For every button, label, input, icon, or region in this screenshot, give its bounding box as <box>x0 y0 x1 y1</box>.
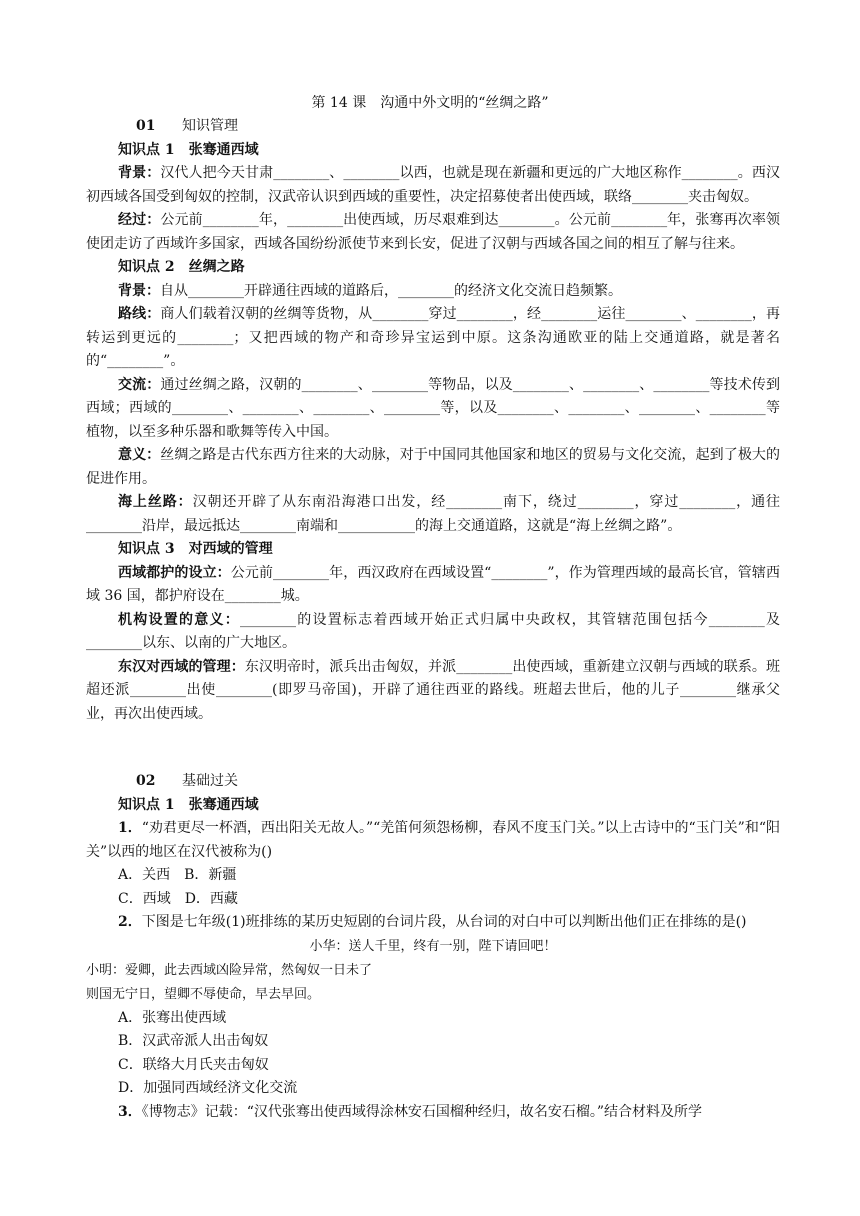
paragraph-lead: 背景： <box>118 282 160 299</box>
question-number: 2． <box>118 914 142 930</box>
paragraph-text: ________的设置标志着西域开始正式归属中央政权，其管辖范围包括今________及________以东、以南的广大地区。 <box>86 611 781 651</box>
knowledge-paragraph <box>86 374 780 445</box>
paragraph-text: 东汉明帝时，派兵出击匈奴，并派________出使西域，重新建立汉朝与西域的联系。班超还派________出使________(即罗马帝国)，开辟了通往西亚的路线。班超去世后，他的儿子________继承父业，再次出使西域。 <box>86 658 781 722</box>
question-number: 1． <box>118 820 142 836</box>
knowledge-paragraph <box>86 444 780 491</box>
section-number: 02 <box>136 773 156 789</box>
knowledge-paragraph <box>86 280 780 304</box>
section-basic-practice <box>86 770 780 1124</box>
paragraph-lead: 背景： <box>118 165 161 181</box>
knowledge-paragraph <box>86 491 780 538</box>
question-stem <box>86 1101 780 1125</box>
paragraph-lead: 交流： <box>118 376 161 393</box>
question-stem <box>86 817 780 864</box>
section-heading <box>136 115 780 139</box>
paragraph-text: 商人们载着汉朝的丝绸等货物，从________穿过________，经________运往________、________，再转运到更远的________；又把西域的物产和奇珍异宝运到中原。这条沟通欧亚的陆上交通道路，就是著名的“________”。 <box>86 306 781 369</box>
section-name: 知识管理 <box>182 118 238 134</box>
section-knowledge-management <box>86 115 781 726</box>
paragraph-text: 公元前________年，西汉政府在西域设置“________”，作为管理西域的最高长官，管辖西域 36 国，都护府设在________城。 <box>86 564 780 604</box>
paragraph-lead: 西域都护的设立： <box>118 564 231 581</box>
paragraph-lead: 东汉对西域的管理： <box>118 658 245 675</box>
section-name: 基础过关 <box>182 773 238 789</box>
paragraph-lead: 经过： <box>118 212 161 228</box>
knowledge-point-heading: 知识点 1 张骞通西域 <box>118 796 259 813</box>
answer-option: C．西域 D．西藏 <box>118 890 238 907</box>
knowledge-paragraph <box>86 562 780 609</box>
section-number: 01 <box>136 118 156 134</box>
section-heading <box>136 770 780 794</box>
knowledge-point-heading: 知识点 2 丝绸之路 <box>118 259 245 275</box>
question-number: 3． <box>118 1103 142 1120</box>
paragraph-lead: 机构设置的意义： <box>118 611 240 628</box>
paragraph-text: 自从________开辟通往西域的道路后，________的经济文化交流日趋频繁。 <box>160 282 622 299</box>
question-text: 下图是七年级(1)班排练的某历史短剧的台词片段，从台词的对白中可以判断出他们正在排练的是() <box>141 914 747 930</box>
knowledge-paragraph <box>86 656 780 727</box>
knowledge-point-heading: 知识点 1 张骞通西域 <box>118 141 259 158</box>
paragraph-lead: 意义： <box>118 447 161 463</box>
paragraph-lead: 路线： <box>118 306 161 322</box>
paragraph-text: 汉代人把今天甘肃________、________以西，也就是现在新疆和更远的广大地区称作________。西汉初西域各国受到匈奴的控制，汉武帝认识到西域的重要性，决定招募使者出使西域，联络________夹击匈奴。 <box>86 165 781 205</box>
script-dialog-line: 小华：送人千里，终有一别，陛下请回吧！ <box>309 938 557 954</box>
script-dialog-line: 则国无宁日，望卿不辱使命，早去早回。 <box>86 986 321 1002</box>
paragraph-lead: 海上丝路： <box>118 494 193 510</box>
question-text: “劝君更尽一杯酒，西出阳关无故人。”“羌笛何须怨杨柳，春风不度玉门关。”以上古诗中的“玉门关”和“阳关”以西的地区在汉代被称为() <box>86 820 780 860</box>
paragraph-text: 通过丝绸之路，汉朝的________、________等物品，以及________、________、________等技术传到西域；西域的________、________、________、________等，以及________、________、________、________等植物，以至多种乐器和歌舞等传入中国。 <box>86 376 781 440</box>
paragraph-text: 公元前________年，________出使西域，历尽艰难到达________。公元前________年，张骞再次率领使团走访了西域许多国家，西域各国纷纷派使节来到长安，促进了汉朝与西域各国之间的相互了解与往来。 <box>86 212 781 252</box>
answer-option: C．联络大月氏夹击匈奴 <box>118 1056 269 1073</box>
knowledge-paragraph <box>86 162 780 209</box>
paragraph-text: 汉朝还开辟了从东南沿海港口出发，经________南下，绕过________，穿过________，通往________沿岸，最远抵达________南端和___________的海上交通道路，这就是“海上丝绸之路”。 <box>86 494 781 534</box>
answer-option: D．加强同西域经济文化交流 <box>118 1080 298 1096</box>
answer-option: A．张骞出使西域 <box>118 1009 227 1026</box>
answer-option: B．汉武帝派人出击匈奴 <box>118 1033 269 1049</box>
knowledge-point-heading: 知识点 3 对西域的管理 <box>118 541 273 557</box>
knowledge-paragraph <box>86 303 780 374</box>
answer-option: A．关西 B．新疆 <box>118 867 237 883</box>
knowledge-paragraph <box>86 209 780 256</box>
lesson-title: 第 14 课 沟通中外文明的“丝绸之路” <box>311 95 549 111</box>
script-dialog-line: 小明：爱卿，此去西域凶险异常，然匈奴一日未了 <box>86 962 373 978</box>
paragraph-text: 丝绸之路是古代东西方往来的大动脉，对于中国同其他国家和地区的贸易与文化交流，起到了极大的促进作用。 <box>86 447 781 487</box>
knowledge-paragraph <box>86 609 780 656</box>
question-text: 《博物志》记载：“汉代张骞出使西域得涂林安石国榴种经归，故名安石榴。”结合材料及所学 <box>141 1103 703 1120</box>
question-stem <box>86 911 780 935</box>
